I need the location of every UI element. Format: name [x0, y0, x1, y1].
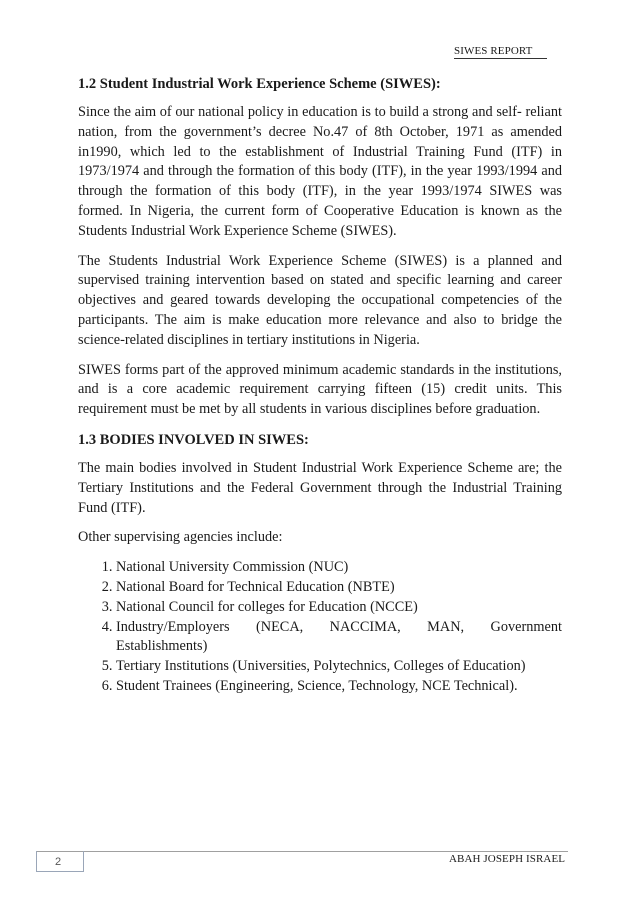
agencies-list	[78, 558, 562, 697]
list-item: 5. Tertiary Institutions (Universities, Polytechnics, Colleges of Education)	[116, 657, 562, 677]
page-body	[78, 74, 562, 697]
running-header: SIWES REPORT	[454, 45, 547, 59]
page-number: 2	[36, 851, 84, 872]
list-item: 6. Student Trainees (Engineering, Science, Technology, NCE Technical).	[116, 677, 562, 697]
paragraph-definition: The Students Industrial Work Experience Scheme (SIWES) is a planned and supervised training intervention based on stated and specific learning and career objectives and geared towards developing the occupational competencies of the participants. The aim is make education more relevance and also to bridge the science-related disciplines in tertiary institutions in Nigeria.	[78, 252, 562, 348]
footer-author: ABAH JOSEPH ISRAEL	[449, 853, 566, 865]
footer-divider	[36, 851, 568, 852]
list-item: 2. National Board for Technical Education (NBTE)	[116, 578, 562, 598]
section-heading-siwes: 1.2 Student Industrial Work Experience Scheme (SIWES):	[78, 76, 441, 92]
paragraph-requirement: SIWES forms part of the approved minimum academic standards in the institutions, and is a core academic requirement carrying fifteen (15) credit units. This requirement must be met by all students in various disciplines before graduation.	[78, 361, 562, 418]
list-item: 4. Industry/Employers (NECA, NACCIMA, MAN, Government Establishments)	[116, 618, 562, 658]
list-item: 1. National University Commission (NUC)	[116, 558, 562, 578]
paragraph-main-bodies: The main bodies involved in Student Industrial Work Experience Scheme are; the Tertiary Institutions and the Federal Government through the Industrial Training Fund (ITF).	[78, 459, 562, 516]
section-heading-bodies: 1.3 BODIES INVOLVED IN SIWES:	[78, 431, 309, 448]
list-intro: Other supervising agencies include:	[78, 529, 283, 546]
list-item: 3. National Council for colleges for Education (NCCE)	[116, 598, 562, 618]
paragraph-history: Since the aim of our national policy in education is to build a strong and self- reliant nation, from the government’s decree No.47 of 8th October, 1971 as amended in1990, which led to the establishment of Industrial Training Fund (ITF) in 1973/1974 and through the formation of this body (ITF), in the year 1993/1994 and through the formation of this body (ITF), in the year 1993/1974 SIWES was formed. In Nigeria, the current form of Cooperative Education is known as the Students Industrial Work Experience Scheme (SIWES).	[78, 104, 562, 239]
